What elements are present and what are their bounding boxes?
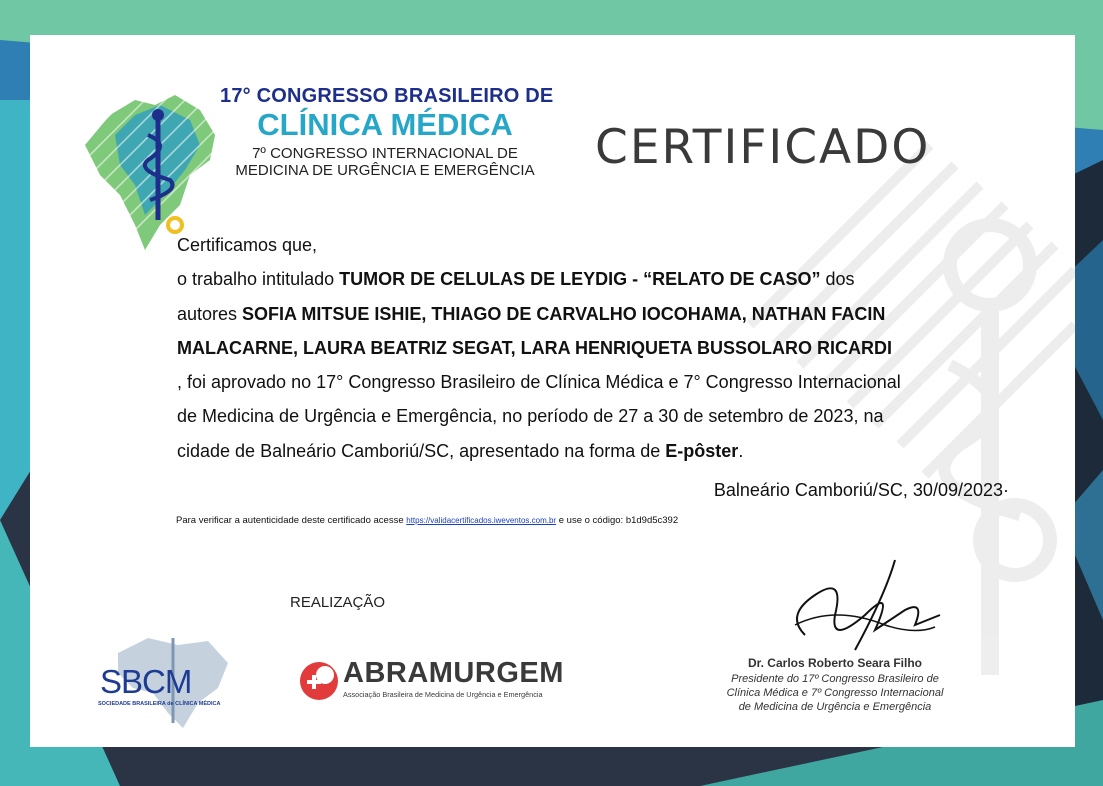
certificate-title: CERTIFICADO — [595, 120, 931, 175]
body-authors-line2 — [177, 331, 1017, 365]
work-prefix: o trabalho intitulado — [177, 269, 340, 290]
abramurgem-subtitle: Associação Brasileira de Medicina de Urgência e Emergência — [343, 690, 543, 699]
presentation-form: E-pôster — [665, 440, 739, 461]
verification-code: b1d9d5c392 — [625, 515, 679, 526]
certificate-body — [177, 228, 1017, 468]
body-city-line — [177, 434, 1017, 468]
authors-names-part2: MALACARNE, LAURA BEATRIZ SEGAT, LARA HENRIQUETA BUSSOLARO RICARDI — [177, 337, 892, 358]
signatory-role — [720, 672, 950, 714]
sbcm-subtitle: SOCIEDADE BRASILEIRA de CLÍNICA MÉDICA — [98, 701, 221, 707]
congress-name-line2: CLÍNICA MÉDICA — [257, 107, 513, 142]
body-period-line: de Medicina de Urgência e Emergência, no período de 27 a 30 de setembro de 2023, na — [177, 406, 884, 427]
signatory-role-line2: Clínica Médica e 7º Congresso Internacional — [726, 687, 944, 699]
congress-name-block — [220, 85, 554, 179]
abramurgem-logo — [297, 657, 567, 707]
body-work-line — [177, 262, 1017, 296]
verification-note — [176, 515, 678, 526]
city-suffix: . — [738, 440, 744, 461]
verification-middle: e use o código: — [556, 515, 626, 526]
abramurgem-name: ABRAMURGEM — [343, 657, 564, 689]
congress-name-line1: 17° CONGRESSO BRASILEIRO DE — [220, 85, 554, 107]
place-and-date: Balneário Camboriú/SC, 30/09/2023· — [713, 480, 1009, 500]
body-authors-line1 — [177, 297, 1017, 331]
work-title: TUMOR DE CELULAS DE LEYDIG - “RELATO DE CASO” — [339, 269, 821, 290]
congress-name-line3: 7º CONGRESSO INTERNACIONAL DE — [252, 145, 518, 162]
verification-prefix: Para verificar a autenticidade deste certificado acesse — [176, 515, 407, 526]
handwritten-signature — [775, 555, 945, 655]
authors-names-part1: SOFIA MITSUE ISHIE, THIAGO DE CARVALHO IOCOHAMA, NATHAN FACIN — [242, 303, 886, 324]
congress-name-line4: MEDICINA DE URGÊNCIA E EMERGÊNCIA — [235, 162, 535, 179]
city-prefix: cidade de Balneário Camboriú/SC, apresentado na forma de — [177, 440, 666, 461]
sbcm-logo — [98, 633, 248, 733]
work-suffix: dos — [820, 269, 855, 290]
signatory-name: Dr. Carlos Roberto Seara Filho — [747, 656, 923, 670]
certificate-card — [30, 35, 1075, 747]
realizacao-label: REALIZAÇÃO — [290, 594, 386, 611]
signatory-role-line1: Presidente do 17º Congresso Brasileiro de — [731, 673, 939, 685]
abramurgem-emblem-icon — [297, 659, 341, 703]
body-approval-line: , foi aprovado no 17° Congresso Brasileiro de Clínica Médica e 7° Congresso Internacional — [177, 372, 901, 393]
signatory-role-line3: de Medicina de Urgência e Emergência — [738, 701, 932, 713]
authors-prefix: autores — [177, 303, 243, 324]
body-opening: Certificamos que, — [177, 235, 318, 255]
verification-link[interactable]: https://validacertificados.iweventos.com.br — [406, 516, 557, 525]
sbcm-name: SBCM — [100, 663, 192, 700]
